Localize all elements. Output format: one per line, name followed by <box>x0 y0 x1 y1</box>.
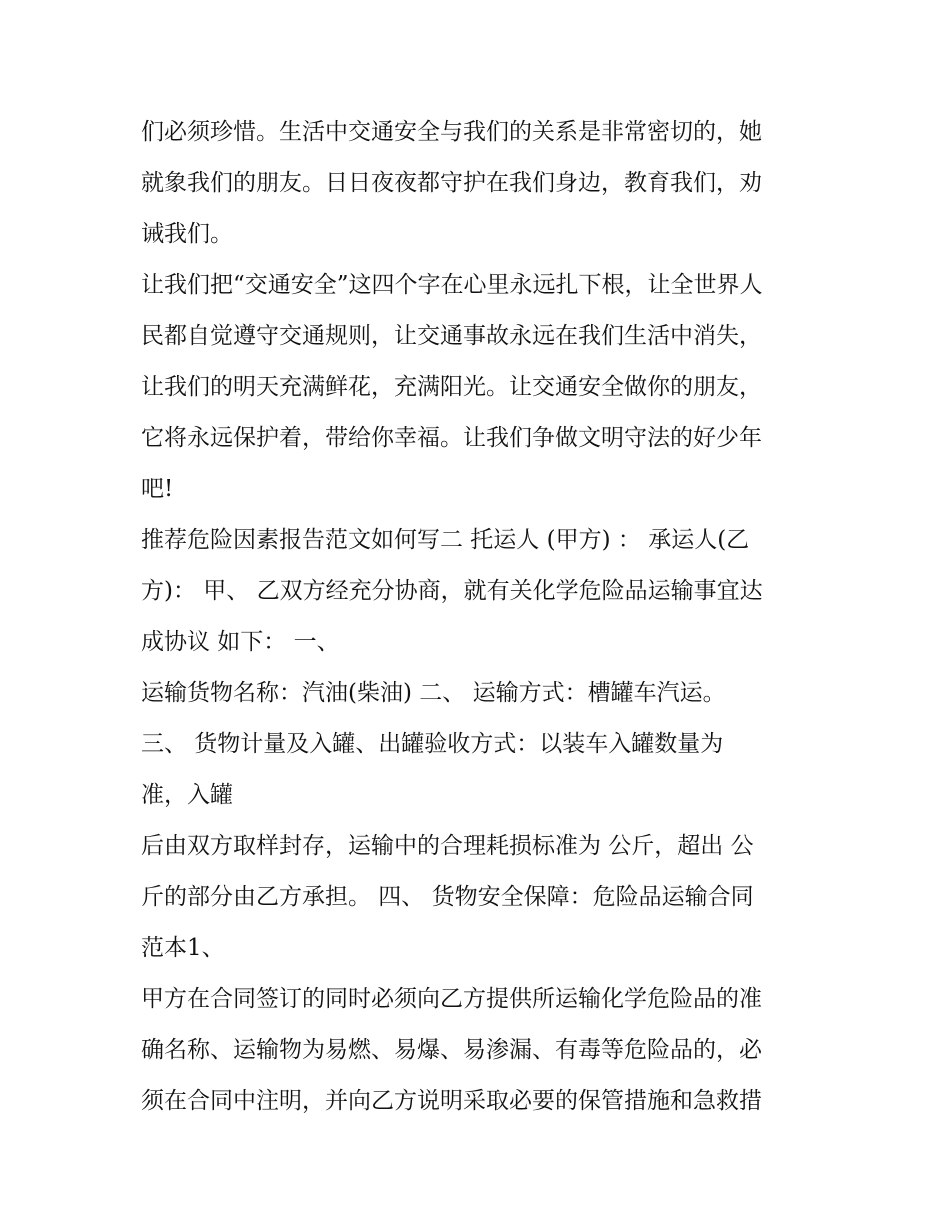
text-line: 斤的部分由乙方承担。 四、 货物安全保障：危险品运输合同 <box>141 884 754 910</box>
text-line: 就象我们的朋友。日日夜夜都守护在我们身边，教育我们，劝 <box>141 170 762 196</box>
text-line: 推荐危险因素报告范文如何写二 托运人 (甲方) ： 承运人(乙 <box>141 527 750 553</box>
text-line: 须在合同中注明，并向乙方说明采取必要的保管措施和急救措 <box>141 1088 762 1114</box>
text-line: 准，入罐 <box>141 782 233 808</box>
text-line: 让我们的明天充满鲜花，充满阳光。让交通安全做你的朋友， <box>141 374 762 400</box>
text-line: 确名称、运输物为易燃、易爆、易渗漏、有毒等危险品的，必 <box>141 1037 762 1063</box>
text-line: 们必须珍惜。生活中交通安全与我们的关系是非常密切的，她 <box>141 119 762 145</box>
text-line: 方)： 甲、 乙双方经充分协商，就有关化学危险品运输事宜达 <box>141 578 763 604</box>
text-line: 成协议 如下： 一、 <box>141 629 340 655</box>
text-line: 民都自觉遵守交通规则，让交通事故永远在我们生活中消失， <box>141 323 762 349</box>
text-line: 甲方在合同签订的同时必须向乙方提供所运输化学危险品的准 <box>141 986 762 1012</box>
text-line: 范本1、 <box>141 935 225 961</box>
text-line: 让我们把“交通安全”这四个字在心里永远扎下根，让全世界人 <box>141 272 763 298</box>
body-text <box>141 107 821 1127</box>
text-line: 运输货物名称：汽油(柴油) 二、 运输方式：槽罐车汽运。 <box>141 680 726 706</box>
text-line: 诫我们。 <box>141 221 233 247</box>
text-line: 后由双方取样封存，运输中的合理耗损标准为 公斤，超出 公 <box>141 833 754 859</box>
text-line: 三、 货物计量及入罐、出罐验收方式：以装车入罐数量为 <box>141 731 724 757</box>
text-line: 它将永远保护着，带给你幸福。让我们争做文明守法的好少年 <box>141 425 762 451</box>
text-line: 吧! <box>141 476 174 502</box>
